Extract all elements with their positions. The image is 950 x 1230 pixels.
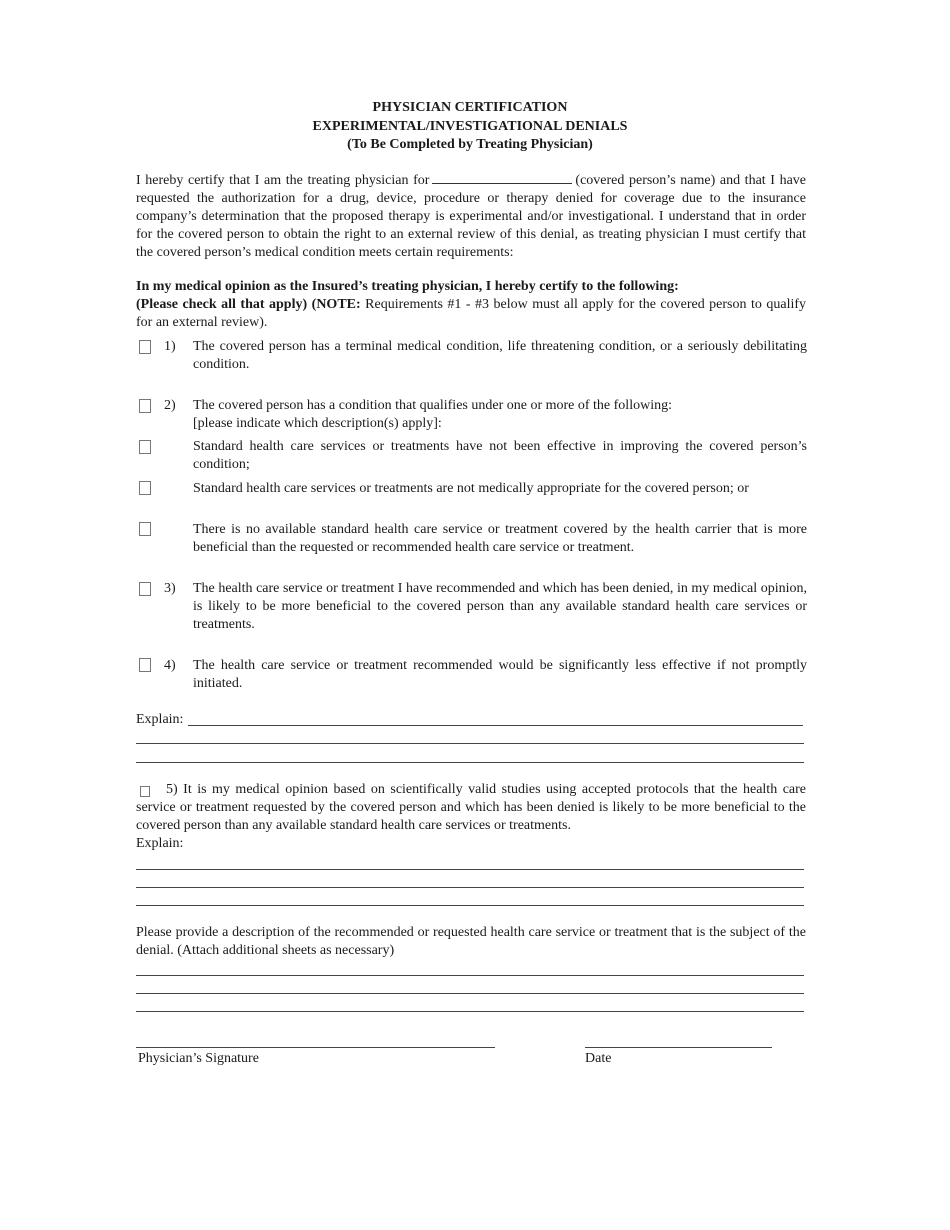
explain-line-2b[interactable] [136,887,804,888]
note-text: Requirements #1 - #3 below must all apply for the covered person to qualify for an external review). [136,297,807,330]
item2-main: The covered person has a condition that qualifies under one or more of the following: [193,398,672,413]
item5-text [136,781,806,835]
description-line-1[interactable] [136,975,804,976]
opinion-note [136,296,806,332]
item3-checkbox[interactable] [139,582,151,596]
item4-text: The health care service or treatment recommended would be significantly less effective if not promptly initiated. [193,658,807,691]
signature-label: Physician’s Signature [138,1051,259,1066]
explain-label-2: Explain: [136,836,184,851]
description-text: Please provide a description of the recommended or requested health care service or treatment that is the subject of the denial. (Attach additional sheets as necessary) [136,925,806,958]
explain-line-1c[interactable] [136,762,804,763]
item1-checkbox[interactable] [139,340,151,354]
explain-line-2a[interactable] [136,869,804,870]
intro-text-start: I hereby certify that I am the treating physician for [136,173,430,188]
item2-checkbox[interactable] [139,399,151,413]
item5-number: 5) [166,782,178,797]
item1-number: 1) [164,339,176,354]
item1-text: The covered person has a terminal medical condition, life threatening condition, or a seriously debilitating condition. [193,339,807,372]
form-title: PHYSICIAN CERTIFICATION [372,100,568,115]
explain-line-1a[interactable] [188,725,803,726]
item4-checkbox[interactable] [139,658,151,672]
item2-subtext: [please indicate which description(s) apply]: [193,416,442,431]
signature-line[interactable] [136,1047,495,1048]
item2a-text: Standard health care services or treatments have not been effective in improving the covered person’s condition; [193,439,807,472]
form-instruction: (To Be Completed by Treating Physician) [347,137,593,152]
opinion-heading: In my medical opinion as the Insured’s treating physician, I hereby certify to the following: [136,279,679,294]
item2-number: 2) [164,398,176,413]
item2a-checkbox[interactable] [139,440,151,454]
item3-number: 3) [164,581,176,596]
item3-text: The health care service or treatment I have recommended and which has been denied, in my medical opinion, is likely to be more beneficial to the covered person than any available standard health care services or treatments. [193,581,807,632]
intro-text-rest: (covered person’s name) and that I have requested the authorization for a drug, device, procedure or therapy denied for coverage due to the insurance company’s determination that the proposed therapy is experimental and/or investigational. I understand that in order for the covered person to obtain the right to an external review of this denial, as treating physician I must certify that the covered person’s medical condition meets certain requirements: [136,173,806,260]
check-all-label: (Please check all that apply) [136,297,308,312]
opinion-section [136,278,806,332]
description-line-3[interactable] [136,1011,804,1012]
item2b-checkbox[interactable] [139,481,151,495]
item4-number: 4) [164,658,176,673]
explain-line-2c[interactable] [136,905,804,906]
date-label: Date [585,1051,612,1066]
date-line[interactable] [585,1047,772,1048]
covered-person-name-field[interactable] [432,171,572,184]
item5-body: It is my medical opinion based on scientifically valid studies using accepted protocols that the health care service or treatment requested by the covered person and which has been denied is likely to be more beneficial to the covered person than any available standard health care services or treatments. [136,782,806,833]
explain-line-1b[interactable] [136,743,804,744]
item2-text [193,397,807,433]
explain-label-1: Explain: [136,712,184,727]
intro-paragraph [136,171,806,262]
item2c-text: There is no available standard health care service or treatment covered by the health carrier that is more beneficial than the requested or recommended health care service or treatment. [193,522,807,555]
form-subtitle: EXPERIMENTAL/INVESTIGATIONAL DENIALS [312,119,628,134]
item2c-checkbox[interactable] [139,522,151,536]
note-label: (NOTE: [311,297,361,312]
description-line-2[interactable] [136,993,804,994]
item2b-text: Standard health care services or treatments are not medically appropriate for the covered person; or [193,481,749,496]
